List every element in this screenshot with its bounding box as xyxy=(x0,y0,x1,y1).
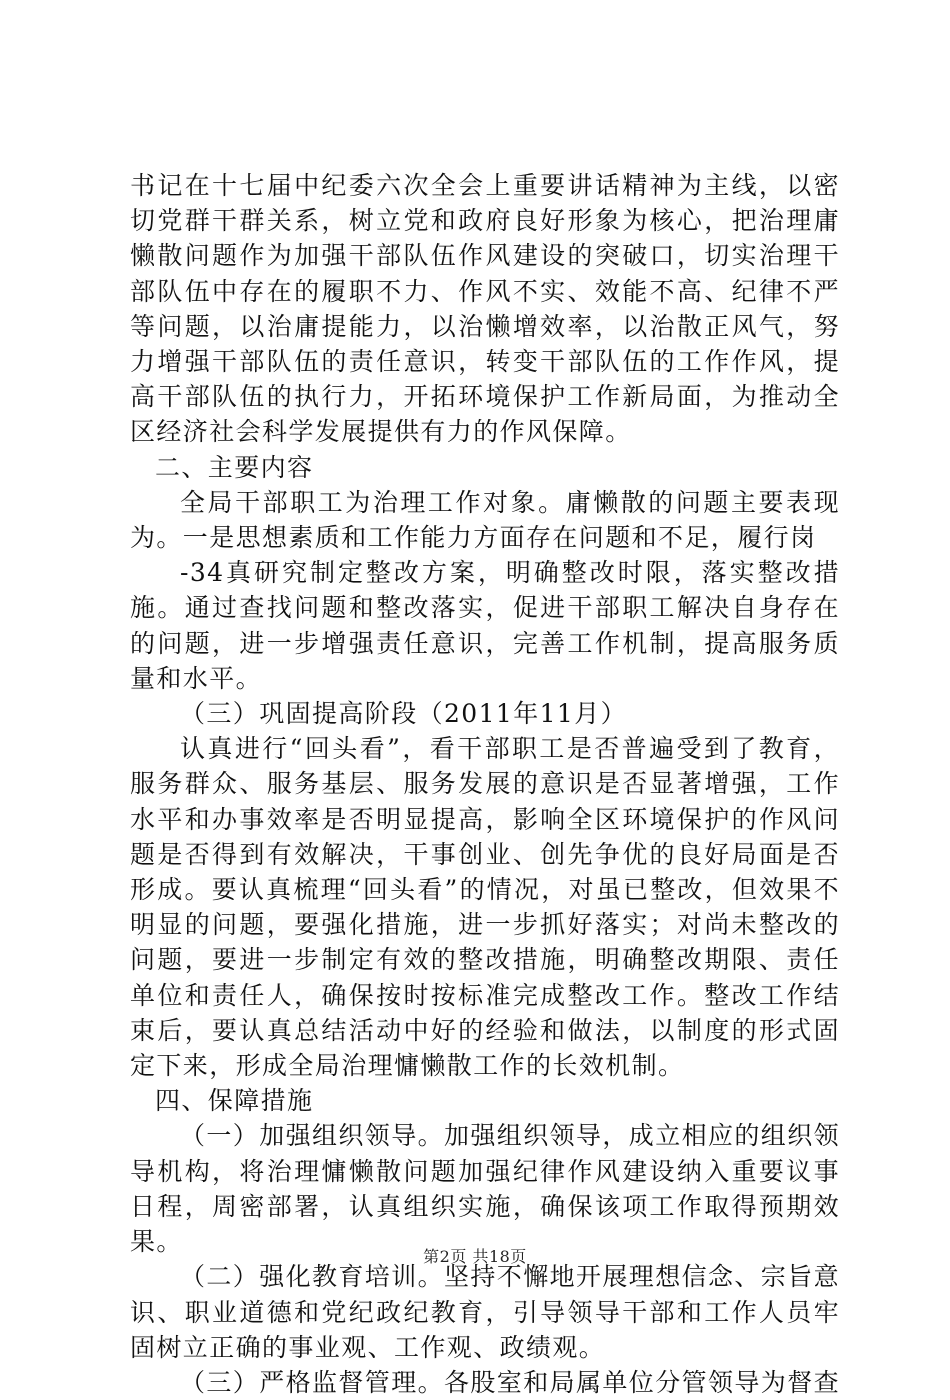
page-number-footer: 第2页 共18页 xyxy=(423,1247,527,1266)
paragraph-look-back: 认真进行“回头看”，看干部职工是否普遍受到了教育，服务群众、服务基层、服务发展的意识是否显著增强，工作水平和办事效率是否明显提高，影响全区环境保护的作风问题是否得到有效解决，干事创业、创先争优的良好局面是否形成。要认真梳理“回头看”的情况，对虽已整改，但效果不明显的问题，要强化措施，进一步抓好落实；对尚未整改的问题，要进一步制定有效的整改措施，明确整改期限、责任单位和责任人，确保按时按标准完成整改工作。整改工作结束后，要认真总结活动中好的经验和做法，以制度的形式固定下来，形成全局治理慵懒散工作的长效机制。 xyxy=(130,734,840,1081)
paragraph-main-content: 全局干部职工为治理工作对象。庸懒散的问题主要表现为。一是思想素质和工作能力方面存在问题和不足，履行岗 xyxy=(130,487,840,553)
paragraph-rectification: -34真研究制定整改方案，明确整改时限，落实整改措施。通过查找问题和整改落实，促进干部职工解决自身存在的问题，进一步增强责任意识，完善工作机制，提高服务质量和水平。 xyxy=(130,558,840,693)
section-heading-safeguards: 四、保障措施 xyxy=(155,1086,314,1116)
section-heading-main-content: 二、主要内容 xyxy=(155,452,314,482)
paragraph-supervision: （三）严格监督管理。各股室和局属单位分管领导为督查 xyxy=(180,1367,841,1397)
subheading-consolidation-stage: （三）巩固提高阶段（2011年11月） xyxy=(180,699,628,729)
document-body xyxy=(130,168,840,1400)
paragraph-education-training: （二）强化教育培训。坚持不懈地开展理想信念、宗旨意识、职业道德和党纪政纪教育，引导领导干部和工作人员牢固树立正确的事业观、工作观、政绩观。 xyxy=(130,1262,841,1362)
paragraph-guiding-principle: 书记在十七届中纪委六次全会上重要讲话精神为主线，以密切党群干群关系，树立党和政府良好形象为核心，把治理庸懒散问题作为加强干部队伍作风建设的突破口，切实治理干部队伍中存在的履职不力、作风不实、效能不高、纪律不严等问题，以治庸提能力，以治懒增效率，以治散正风气，努力增强干部队伍的责任意识，转变干部队伍的工作作风，提高干部队伍的执行力，开拓环境保护工作新局面，为推动全区经济社会科学发展提供有力的作风保障。 xyxy=(130,171,840,447)
paragraph-organization-leadership: （一）加强组织领导。加强组织领导，成立相应的组织领导机构，将治理慵懒散问题加强纪律作风建设纳入重要议事日程，周密部署，认真组织实施，确保该项工作取得预期效果。 xyxy=(130,1121,841,1257)
